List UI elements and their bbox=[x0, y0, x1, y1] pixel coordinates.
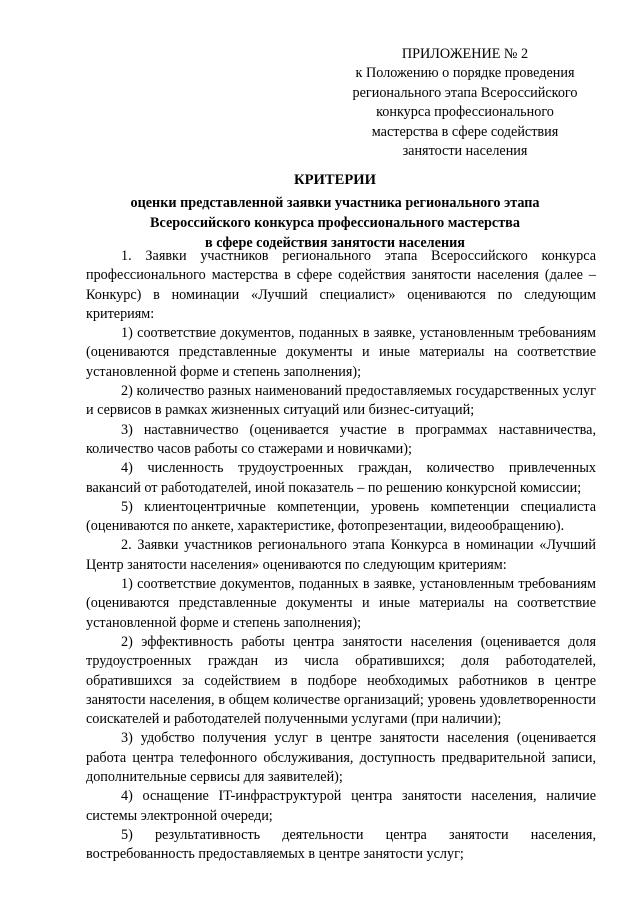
criterion-paragraph: 1) соответствие документов, поданных в заявке, установленным требованиям (оцениваются представленные документы и иные материалы на соответствие установленной форме и степень заполнения); bbox=[86, 325, 596, 380]
criterion-paragraph: 4) оснащение IT-инфраструктурой центра занятости населения, наличие системы электронной очереди; bbox=[86, 788, 596, 824]
title-subline: Всероссийского конкурса профессионального мастерства bbox=[150, 215, 520, 231]
appendix-line: к Положению о порядке проведения bbox=[355, 65, 575, 82]
criterion-paragraph: 5) клиентоцентричные компетенции, уровень компетенции специалиста (оцениваются по анкете, характеристике, фотопрезентации, видеообращению). bbox=[86, 498, 596, 535]
title-main: КРИТЕРИИ bbox=[294, 172, 376, 188]
section-1-intro: 1. Заявки участников регионального этапа Всероссийского конкурса профессионального мастерства в сфере содействия занятости населения (далее – Конкурс) в номинации «Лучший специалист» оцениваются по следующим критериям: bbox=[86, 248, 596, 322]
criterion-paragraph: 5) результативность деятельности центра занятости населения, востребованность предоставляемых в центре занятости услуг; bbox=[86, 826, 596, 863]
criterion-paragraph: 3) удобство получения услуг в центре занятости населения (оценивается работа центра телефонного обслуживания, доступность предварительной записи, дополнительные сервисы для заявителей); bbox=[86, 730, 596, 786]
criterion-paragraph: 4) численность трудоустроенных граждан, количество привлеченных вакансий от работодателей, иной показатель – по решению конкурсной комиссии; bbox=[86, 460, 596, 496]
section-2-intro: 2. Заявки участников регионального этапа Конкурса в номинации «Лучший Центр занятости населения» оцениваются по следующим критериям: bbox=[86, 537, 596, 573]
criterion-paragraph: 1) соответствие документов, поданных в заявке, установленным требованиям (оцениваются представленные документы и иные материалы на соответствие установленной форме и степень заполнения); bbox=[86, 576, 596, 631]
appendix-line: регионального этапа Всероссийского bbox=[352, 84, 578, 101]
title-subline: оценки представленной заявки участника регионального этапа bbox=[130, 195, 540, 211]
document-title bbox=[70, 170, 600, 253]
appendix-line: занятости населения bbox=[402, 143, 528, 160]
appendix-line: мастерства в сфере содействия bbox=[371, 123, 559, 140]
criterion-paragraph: 2) количество разных наименований предоставляемых государственных услуг и сервисов в рамках жизненных ситуаций или бизнес-ситуаций; bbox=[86, 383, 596, 419]
criterion-paragraph: 3) наставничество (оценивается участие в программах наставничества, количество часов работы со стажерами и новичками); bbox=[86, 421, 596, 457]
title-subline: в сфере содействия занятости населения bbox=[205, 235, 465, 251]
appendix-line: конкурса профессионального bbox=[376, 104, 554, 121]
appendix-header bbox=[330, 45, 600, 161]
appendix-title: ПРИЛОЖЕНИЕ № 2 bbox=[401, 46, 529, 62]
document-body bbox=[86, 247, 596, 865]
criterion-paragraph: 2) эффективность работы центра занятости населения (оценивается доля трудоустроенных граждан из числа обратившихся; доля работодателей, обратившихся за содействием в подборе необходимых работников в центре занятости населения, в общем количестве организаций; уровень удовлетворенности соискателей и работодателей полученными услугами (при наличии); bbox=[86, 633, 596, 728]
